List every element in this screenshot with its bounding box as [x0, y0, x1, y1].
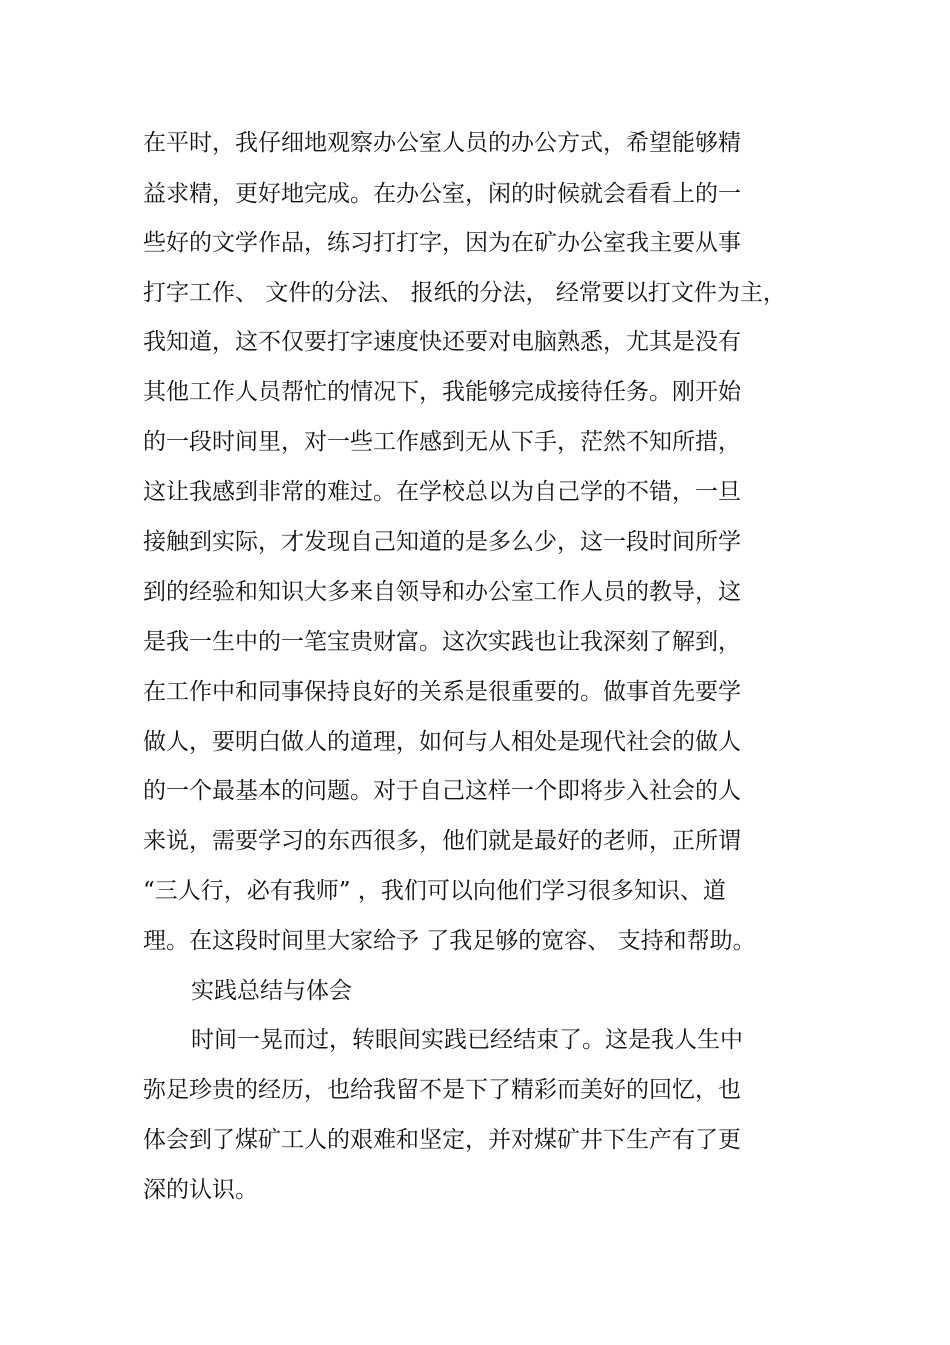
- paragraph-line: 弥足珍贵的经历，也给我留不是下了精彩而美好的回忆，也: [143, 1077, 741, 1103]
- paragraph-line: 的一段时间里，对一些工作感到无从下手，茫然不知所措，: [143, 429, 741, 455]
- paragraph-line: 的一个最基本的问题。对于自己这样一个即将步入社会的人: [143, 778, 741, 804]
- paragraph-line: 来说，需要学习的东西很多，他们就是最好的老师，正所谓: [143, 828, 741, 854]
- paragraph-line: 时间一晃而过，转眼间实践已经结束了。这是我人生中: [191, 1027, 743, 1053]
- section-heading: 实践总结与体会: [191, 978, 352, 1004]
- paragraph-line: 打字工作、 文件的分法、 报纸的分法， 经常要以打文件为主，: [143, 280, 786, 306]
- paragraph-line: “三人行，必有我师” ，我们可以向他们学习很多知识、道: [143, 878, 726, 904]
- paragraph-line: 理。在这段时间里大家给予 了我足够的宽容、 支持和帮助。: [143, 928, 756, 954]
- paragraph-line: 其他工作人员帮忙的情况下，我能够完成接待任务。刚开始: [143, 379, 741, 405]
- paragraph-line: 些好的文学作品，练习打打字，因为在矿办公室我主要从事: [143, 230, 741, 256]
- paragraph-line: 接触到实际，才发现自己知道的是多么少，这一段时间所学: [143, 529, 741, 555]
- paragraph-line: 这让我感到非常的难过。在学校总以为自己学的不错，一旦: [143, 479, 741, 505]
- paragraph-line: 体会到了煤矿工人的艰难和坚定，并对煤矿井下生产有了更: [143, 1127, 741, 1153]
- paragraph-line: 在工作中和同事保持良好的关系是很重要的。做事首先要学: [143, 679, 741, 705]
- paragraph-line: 益求精，更好地完成。在办公室，闲的时候就会看看上的一: [143, 181, 741, 207]
- paragraph-line: 深的认识。: [143, 1177, 258, 1203]
- paragraph-line: 是我一生中的一笔宝贵财富。这次实践也让我深刻了解到，: [143, 629, 741, 655]
- paragraph-line: 在平时，我仔细地观察办公室人员的办公方式，希望能够精: [143, 130, 741, 156]
- paragraph-line: 我知道，这不仅要打字速度快还要对电脑熟悉，尤其是没有: [143, 329, 741, 355]
- paragraph-line: 做人，要明白做人的道理，如何与人相处是现代社会的做人: [143, 729, 741, 755]
- paragraph-line: 到的经验和知识大多来自领导和办公室工作人员的教导，这: [143, 579, 741, 605]
